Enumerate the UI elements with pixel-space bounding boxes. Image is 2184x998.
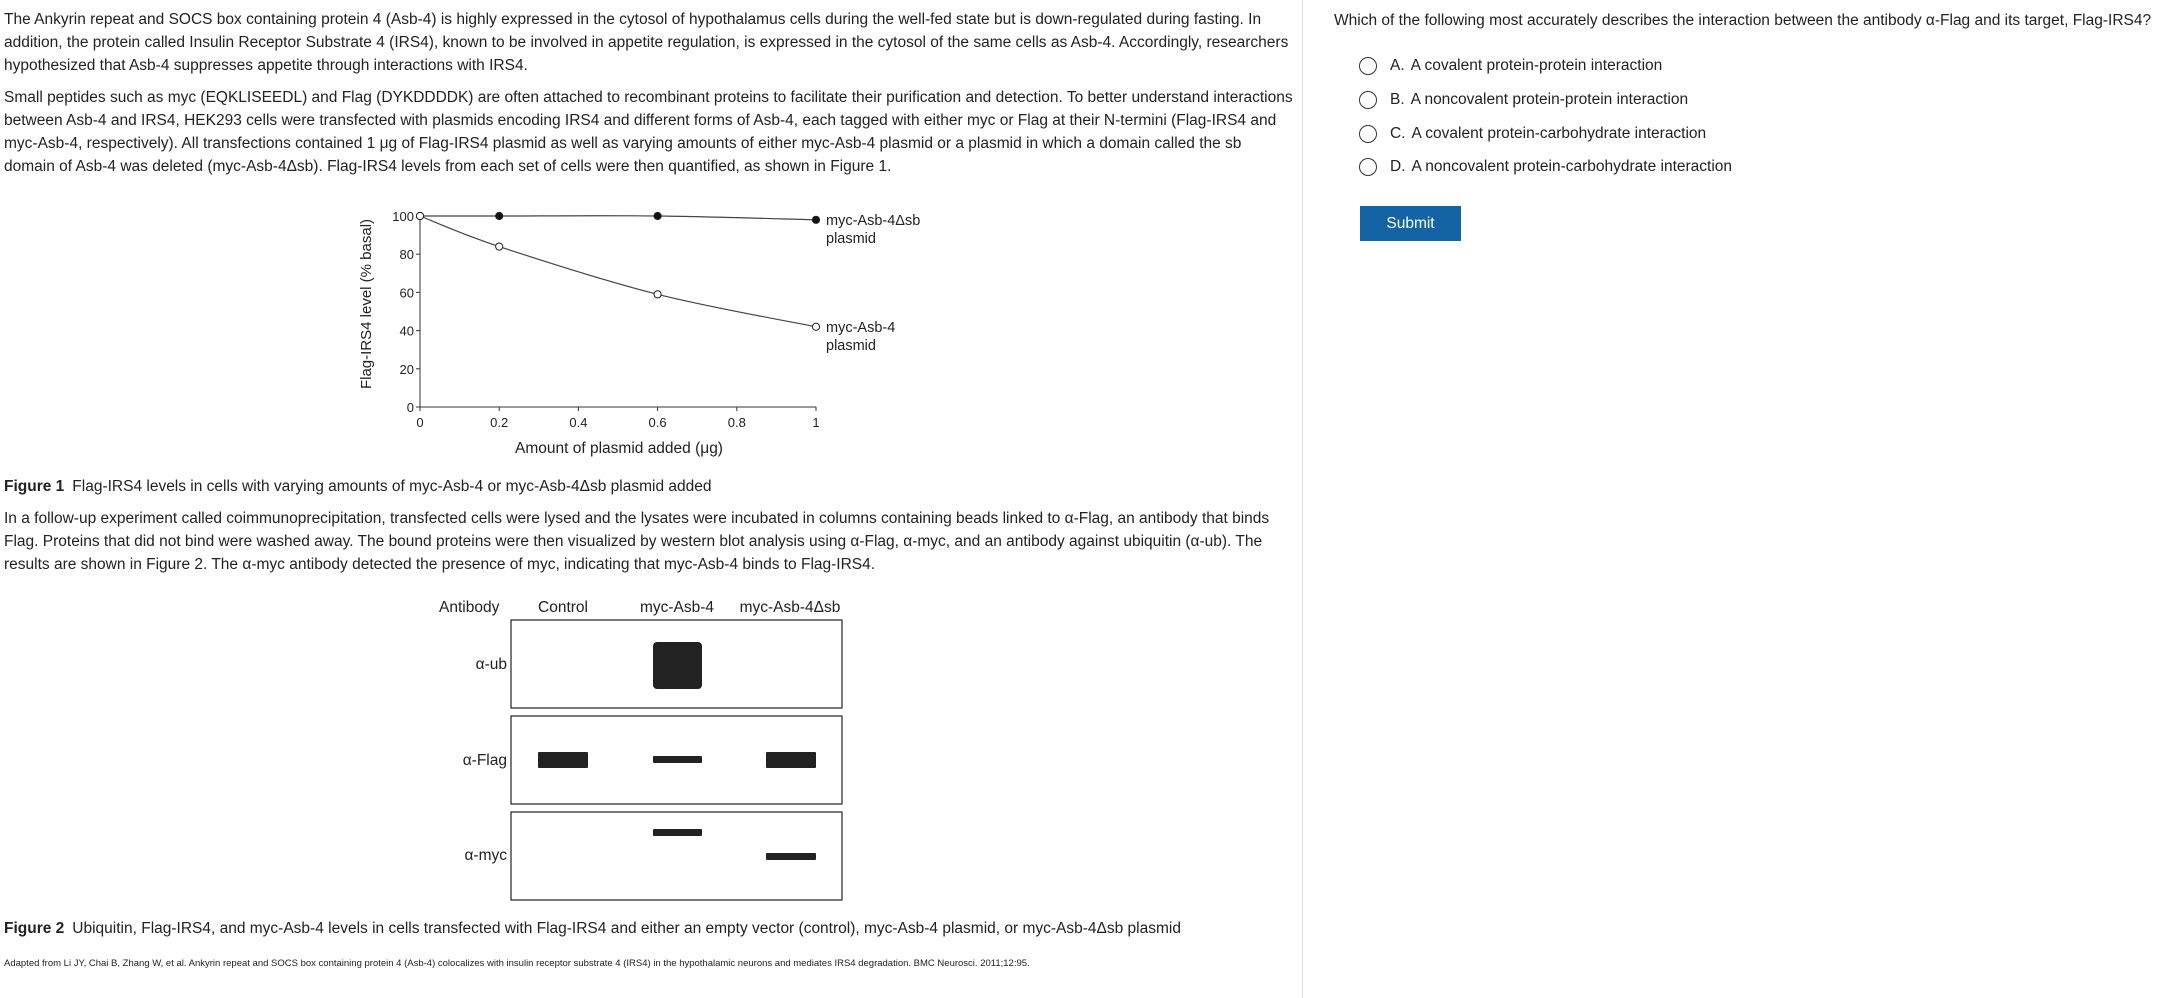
radio-d[interactable] bbox=[1359, 158, 1377, 176]
answer-option-c[interactable] bbox=[1359, 122, 1706, 146]
option-text-b: A noncovalent protein-protein interaction bbox=[1410, 91, 1689, 108]
band-flag-myc-asb4-dsb bbox=[766, 752, 816, 768]
answer-option-a[interactable] bbox=[1359, 54, 1662, 78]
submit-button[interactable]: Submit bbox=[1360, 206, 1461, 241]
x-tick-label: 0.2 bbox=[490, 415, 509, 430]
band-myc-myc-asb4-dsb bbox=[766, 853, 816, 860]
chart-series bbox=[416, 212, 920, 353]
answer-option-b[interactable] bbox=[1359, 88, 1688, 112]
passage-paragraph-2: Small peptides such as myc (EQKLISEEDL) and Flag (DYKDDDDK) are often attached to recombinant proteins to facilitate their purification and detection. To better understand interactions between Asb-4 and IRS4, HEK293 cells were transfected with plasmids encoding IRS4 and different forms of Asb-4, each tagged with either myc or Flag at their N-termini (Flag-IRS4 and myc-Asb-4, respectively). All transfections contained 1 μg of Flag-IRS4 plasmid as well as varying amounts of either myc-Asb-4 plasmid or a plasmid in which a domain called the sb domain of Asb-4 was deleted (myc-Asb-4Δsb). Flag-IRS4 levels from each set of cells were then quantified, as shown in Figure 1. bbox=[4, 89, 1293, 175]
option-letter-b: B. bbox=[1390, 91, 1405, 108]
radio-a[interactable] bbox=[1359, 57, 1377, 75]
blot-row-label-ub: α-ub bbox=[475, 656, 507, 673]
series-line-0 bbox=[420, 216, 816, 220]
x-tick-label: 0.6 bbox=[648, 415, 667, 430]
passage-paragraph-1: The Ankyrin repeat and SOCS box containing protein 4 (Asb-4) is highly expressed in the cytosol of hypothalamus cells during the well-fed state but is down-regulated during fasting. In addition, the protein called Insulin Receptor Substrate 4 (IRS4), known to be involved in appetite regulation, is expressed in the cytosol of the same cells as Asb-4. Accordingly, researchers hypothesized that Asb-4 suppresses appetite through interactions with IRS4. bbox=[4, 11, 1289, 74]
figure-1-caption bbox=[4, 476, 712, 498]
radio-b[interactable] bbox=[1359, 91, 1377, 109]
data-point-0 bbox=[812, 216, 819, 223]
series-label-0-line2: plasmid bbox=[826, 230, 876, 247]
x-tick-label: 0.4 bbox=[569, 415, 588, 430]
x-tick-label: 0.8 bbox=[727, 415, 746, 430]
option-text-c: A covalent protein-carbohydrate interaction bbox=[1411, 125, 1707, 142]
band-ub-myc-asb4 bbox=[653, 642, 702, 689]
question-panel bbox=[1303, 0, 2184, 998]
x-tick-label: 1 bbox=[812, 415, 820, 430]
figure-2-caption bbox=[4, 918, 1181, 940]
band-flag-myc-asb4 bbox=[653, 756, 702, 763]
data-point-1 bbox=[654, 291, 661, 298]
blot-row-label-myc: α-myc bbox=[464, 847, 507, 864]
figure-1-label: Figure 1 bbox=[4, 478, 65, 495]
x-tick-label: 0 bbox=[416, 415, 424, 430]
series-label-1-line2: plasmid bbox=[826, 337, 876, 354]
question-stem: Which of the following most accurately describes the interaction between the antibody α-Flag and its target, Flag-IRS4? bbox=[1334, 12, 2152, 29]
band-myc-myc-asb4 bbox=[653, 829, 702, 836]
figure-credit: Adapted from Li JY, Chai B, Zhang W, et al. Ankyrin repeat and SOCS box containing protein 4 (Asb-4) colocalizes with insulin receptor substrate 4 (IRS4) in the hypothalamic neurons and mediates IRS4 degradation. BMC Neurosci. 2011;12:95. bbox=[4, 958, 1030, 969]
passage-paragraph-3: In a follow-up experiment called coimmunoprecipitation, transfected cells were lysed and the lysates were incubated in columns containing beads linked to α-Flag, an antibody that binds Flag. Proteins that did not bind were washed away. The bound proteins were then visualized by western blot analysis using α-Flag, α-myc, and an antibody against ubiquitin (α-ub). The results are shown in Figure 2. The α-myc antibody detected the presence of myc, indicating that myc-Asb-4 binds to Flag-IRS4. bbox=[4, 510, 1270, 573]
series-label-1: myc-Asb-4 bbox=[826, 319, 896, 336]
blot-column-myc-asb4-dsb: myc-Asb-4Δsb bbox=[739, 599, 841, 616]
y-axis-label: Flag-IRS4 level (% basal) bbox=[358, 218, 375, 390]
x-axis-label: Amount of plasmid added (μg) bbox=[515, 440, 723, 457]
series-label-0: myc-Asb-4Δsb bbox=[826, 212, 921, 229]
chart-ticks bbox=[392, 209, 819, 430]
blot-row-label-flag: α-Flag bbox=[462, 752, 507, 769]
figure-2-label: Figure 2 bbox=[4, 920, 65, 937]
data-point-0 bbox=[654, 212, 661, 219]
figure-1-caption-text: Flag-IRS4 levels in cells with varying amounts of myc-Asb-4 or myc-Asb-4Δsb plasmid added bbox=[72, 478, 712, 495]
y-tick-label: 60 bbox=[399, 285, 414, 301]
data-point-1 bbox=[496, 243, 503, 250]
option-text-d: A noncovalent protein-carbohydrate interaction bbox=[1411, 158, 1733, 175]
radio-c[interactable] bbox=[1359, 125, 1377, 143]
y-tick-label: 0 bbox=[406, 400, 414, 415]
y-tick-label: 100 bbox=[392, 209, 414, 224]
band-flag-control bbox=[538, 752, 588, 768]
option-letter-c: C. bbox=[1390, 125, 1406, 142]
y-tick-label: 40 bbox=[399, 323, 414, 339]
blot-header-antibody: Antibody bbox=[439, 599, 500, 616]
data-point-0 bbox=[496, 212, 503, 219]
chart-axes bbox=[420, 214, 816, 407]
answer-option-d[interactable] bbox=[1359, 155, 1732, 179]
blot-column-control: Control bbox=[538, 599, 588, 616]
blot-column-myc-asb4: myc-Asb-4 bbox=[639, 599, 715, 616]
figure-1-chart bbox=[340, 200, 980, 470]
data-point-1 bbox=[416, 212, 423, 219]
y-tick-label: 80 bbox=[399, 247, 414, 263]
figure-2-western-blot bbox=[420, 590, 860, 905]
figure-2-caption-text: Ubiquitin, Flag-IRS4, and myc-Asb-4 levels in cells transfected with Flag-IRS4 and either an empty vector (control), myc-Asb-4 plasmid, or myc-Asb-4Δsb plasmid bbox=[72, 920, 1181, 937]
option-letter-a: A. bbox=[1390, 57, 1405, 74]
series-line-1 bbox=[420, 216, 816, 327]
data-point-1 bbox=[812, 323, 819, 330]
option-text-a: A covalent protein-protein interaction bbox=[1410, 57, 1663, 74]
option-letter-d: D. bbox=[1390, 158, 1406, 175]
y-tick-label: 20 bbox=[399, 361, 414, 377]
